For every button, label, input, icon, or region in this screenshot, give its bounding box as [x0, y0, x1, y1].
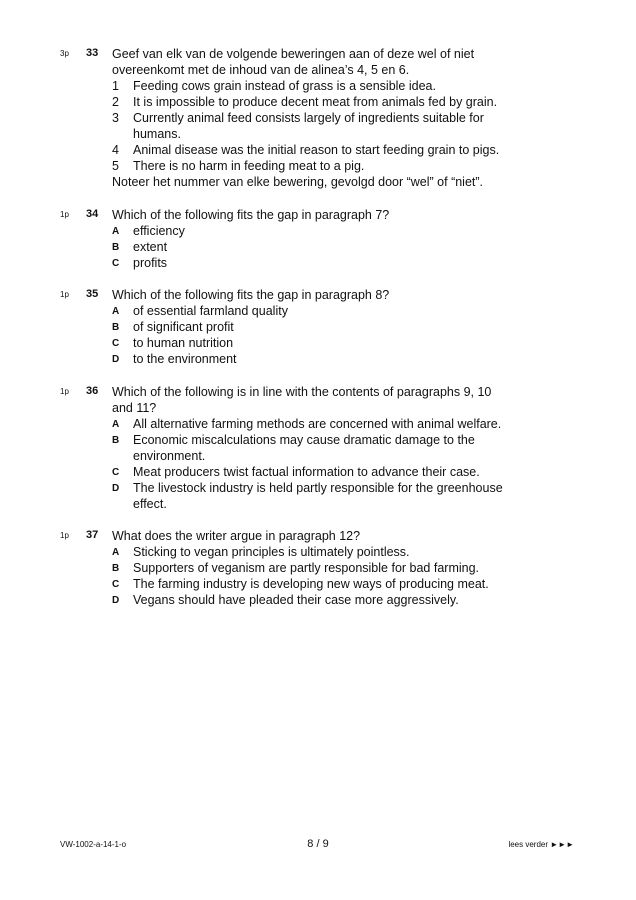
option-b [112, 239, 572, 255]
option-label: A [112, 547, 120, 558]
statement-text: Animal disease was the initial reason to start feeding grain to pigs. [133, 143, 500, 157]
option-label: A [112, 419, 120, 430]
option-text: of essential farmland quality [133, 304, 288, 318]
question-stem-line: What does the writer argue in paragraph 12? [112, 529, 361, 543]
question-body [112, 46, 572, 190]
statement-label: 3 [112, 111, 119, 125]
page-number: 8 / 9 [307, 838, 329, 850]
option-c [112, 255, 572, 271]
statement-label: 4 [112, 143, 119, 157]
option-text: extent [133, 240, 168, 254]
statement-2 [112, 94, 572, 110]
option-a [112, 416, 572, 432]
question-points: 1p [60, 531, 69, 540]
question-points: 3p [60, 49, 69, 58]
question-points: 1p [60, 210, 69, 219]
option-a [112, 544, 572, 560]
statement-text: humans. [133, 127, 181, 141]
option-d [112, 480, 572, 512]
question-stem-line: Which of the following fits the gap in paragraph 7? [112, 208, 390, 222]
option-d [112, 351, 572, 367]
question-number: 33 [86, 47, 99, 59]
option-d [112, 592, 572, 608]
question-body [112, 528, 572, 608]
option-label: C [112, 338, 120, 349]
option-text: profits [133, 256, 168, 270]
option-b [112, 319, 572, 335]
statement-text: Currently animal feed consists largely of ingredients suitable for [133, 111, 484, 125]
option-text: Vegans should have pleaded their case more aggressively. [133, 593, 459, 607]
option-text: Economic miscalculations may cause dramatic damage to the [133, 433, 475, 447]
option-text: All alternative farming methods are concerned with animal welfare. [133, 417, 502, 431]
continue-indicator: lees verder ►►► [508, 840, 574, 849]
option-label: D [112, 354, 120, 365]
question-stem-line: and 11? [112, 401, 157, 415]
option-c [112, 335, 572, 351]
statement-text: There is no harm in feeding meat to a pig. [133, 159, 365, 173]
statement-3 [112, 110, 572, 142]
statement-label: 1 [112, 79, 119, 93]
question-number: 34 [86, 208, 99, 220]
question-stem-line: overeenkomt met de inhoud van de alinea’s 4, 5 en 6. [112, 63, 410, 77]
statement-5 [112, 158, 572, 174]
question-body [112, 287, 572, 367]
statement-1 [112, 78, 572, 94]
option-label: D [112, 595, 120, 606]
statement-text: Feeding cows grain instead of grass is a sensible idea. [133, 79, 436, 93]
option-text: to the environment [133, 352, 237, 366]
question-stem-line: Which of the following is in line with the contents of paragraphs 9, 10 [112, 385, 492, 399]
question-points: 1p [60, 387, 69, 396]
option-label: B [112, 435, 120, 446]
option-text: of significant profit [133, 320, 234, 334]
question-instruction: Noteer het nummer van elke bewering, gevolgd door “wel” of “niet”. [112, 175, 484, 189]
option-label: B [112, 242, 120, 253]
statement-4 [112, 142, 572, 158]
option-text: to human nutrition [133, 336, 234, 350]
option-b [112, 560, 572, 576]
question-number: 35 [86, 288, 99, 300]
question-points: 1p [60, 290, 69, 299]
option-text: The farming industry is developing new ways of producing meat. [133, 577, 489, 591]
option-c [112, 576, 572, 592]
option-text: environment. [133, 449, 206, 463]
option-text: efficiency [133, 224, 185, 238]
statement-label: 5 [112, 159, 119, 173]
option-b [112, 432, 572, 464]
option-label: B [112, 322, 120, 333]
option-text: The livestock industry is held partly responsible for the greenhouse [133, 481, 503, 495]
option-label: B [112, 563, 120, 574]
question-stem-line: Which of the following fits the gap in paragraph 8? [112, 288, 390, 302]
option-text: Meat producers twist factual information to advance their case. [133, 465, 480, 479]
statement-label: 2 [112, 95, 119, 109]
option-text: effect. [133, 497, 167, 511]
question-body [112, 384, 572, 512]
option-c [112, 464, 572, 480]
question-stem-line: Geef van elk van de volgende beweringen aan of deze wel of niet [112, 47, 475, 61]
option-label: D [112, 483, 120, 494]
statement-text: It is impossible to produce decent meat from animals fed by grain. [133, 95, 498, 109]
option-text: Sticking to vegan principles is ultimately pointless. [133, 545, 410, 559]
option-label: A [112, 226, 120, 237]
option-label: C [112, 579, 120, 590]
exam-code: VW-1002-a-14-1-o [60, 840, 127, 849]
question-number: 37 [86, 529, 99, 541]
option-label: C [112, 467, 120, 478]
option-a [112, 223, 572, 239]
question-number: 36 [86, 385, 99, 397]
option-label: C [112, 258, 120, 269]
option-a [112, 303, 572, 319]
question-body [112, 207, 572, 271]
option-text: Supporters of veganism are partly responsible for bad farming. [133, 561, 480, 575]
option-label: A [112, 306, 120, 317]
